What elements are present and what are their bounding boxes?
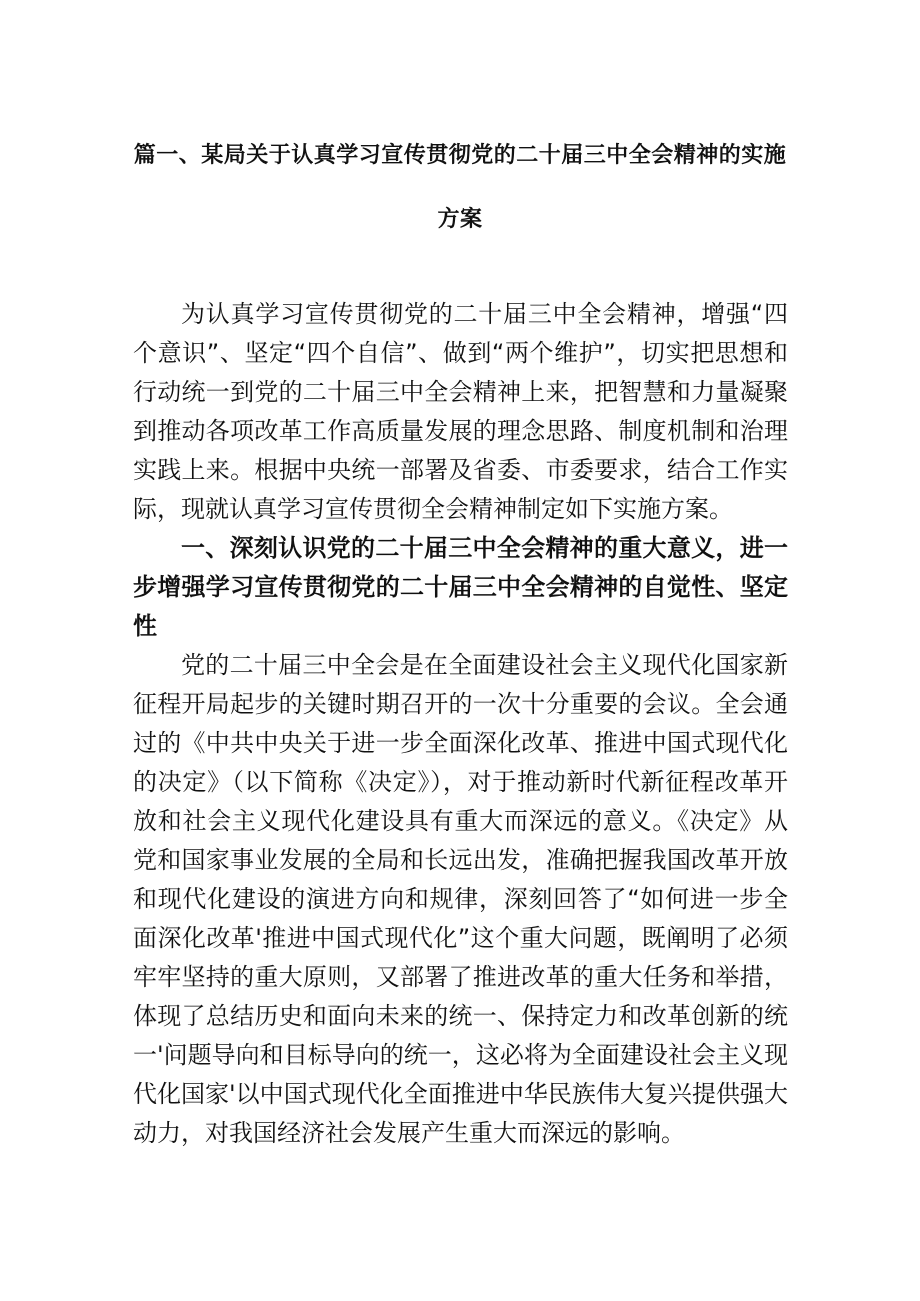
section-1-paragraph: 党的二十届三中全会是在全面建设社会主义现代化国家新征程开局起步的关键时期召开的一次十分重要的会议。全会通过的《中共中央关于进一步全面深化改革、推进中国式现代化的决定》（以下简称《决定》），对于推动新时代新征程改革开放和社会主义现代化建设具有重大而深远的意义。《决定》从党和国家事业发展的全局和长远出发，准确把握我国改革开放和现代化建设的演进方向和规律，深刻回答了“如何进一步全面深化改革'推进中国式现代化”这个重大问题，既阐明了必须牢牢坚持的重大原则，又部署了推进改革的重大任务和举措，体现了总结历史和面向未来的统一、保持定力和改革创新的统一'问题导向和目标导向的统一，这必将为全面建设社会主义现代化国家'以中国式现代化全面推进中华民族伟大复兴提供强大动力，对我国经济社会发展产生重大而深远的影响。 bbox=[133, 651, 788, 1147]
document-body bbox=[133, 295, 788, 1153]
intro-paragraph: 为认真学习宣传贯彻党的二十届三中全会精神，增强“四个意识”、坚定“四个自信”、做到“两个维护”，切实把思想和行动统一到党的二十届三中全会精神上来，把智慧和力量凝聚到推动各项改革工作高质量发展的理念思路、制度机制和治理实践上来。根据中央统一部署及省委、市委要求，结合工作实际，现就认真学习宣传贯彻全会精神制定如下实施方案。 bbox=[133, 300, 788, 523]
document-title: 篇一、某局关于认真学习宣传贯彻党的二十届三中全会精神的实施方案 bbox=[133, 143, 787, 232]
section-heading-1: 一、深刻认识党的二十届三中全会精神的重大意义，进一步增强学习宣传贯彻党的二十届三中全会精神的自觉性、坚定性 bbox=[133, 534, 788, 640]
